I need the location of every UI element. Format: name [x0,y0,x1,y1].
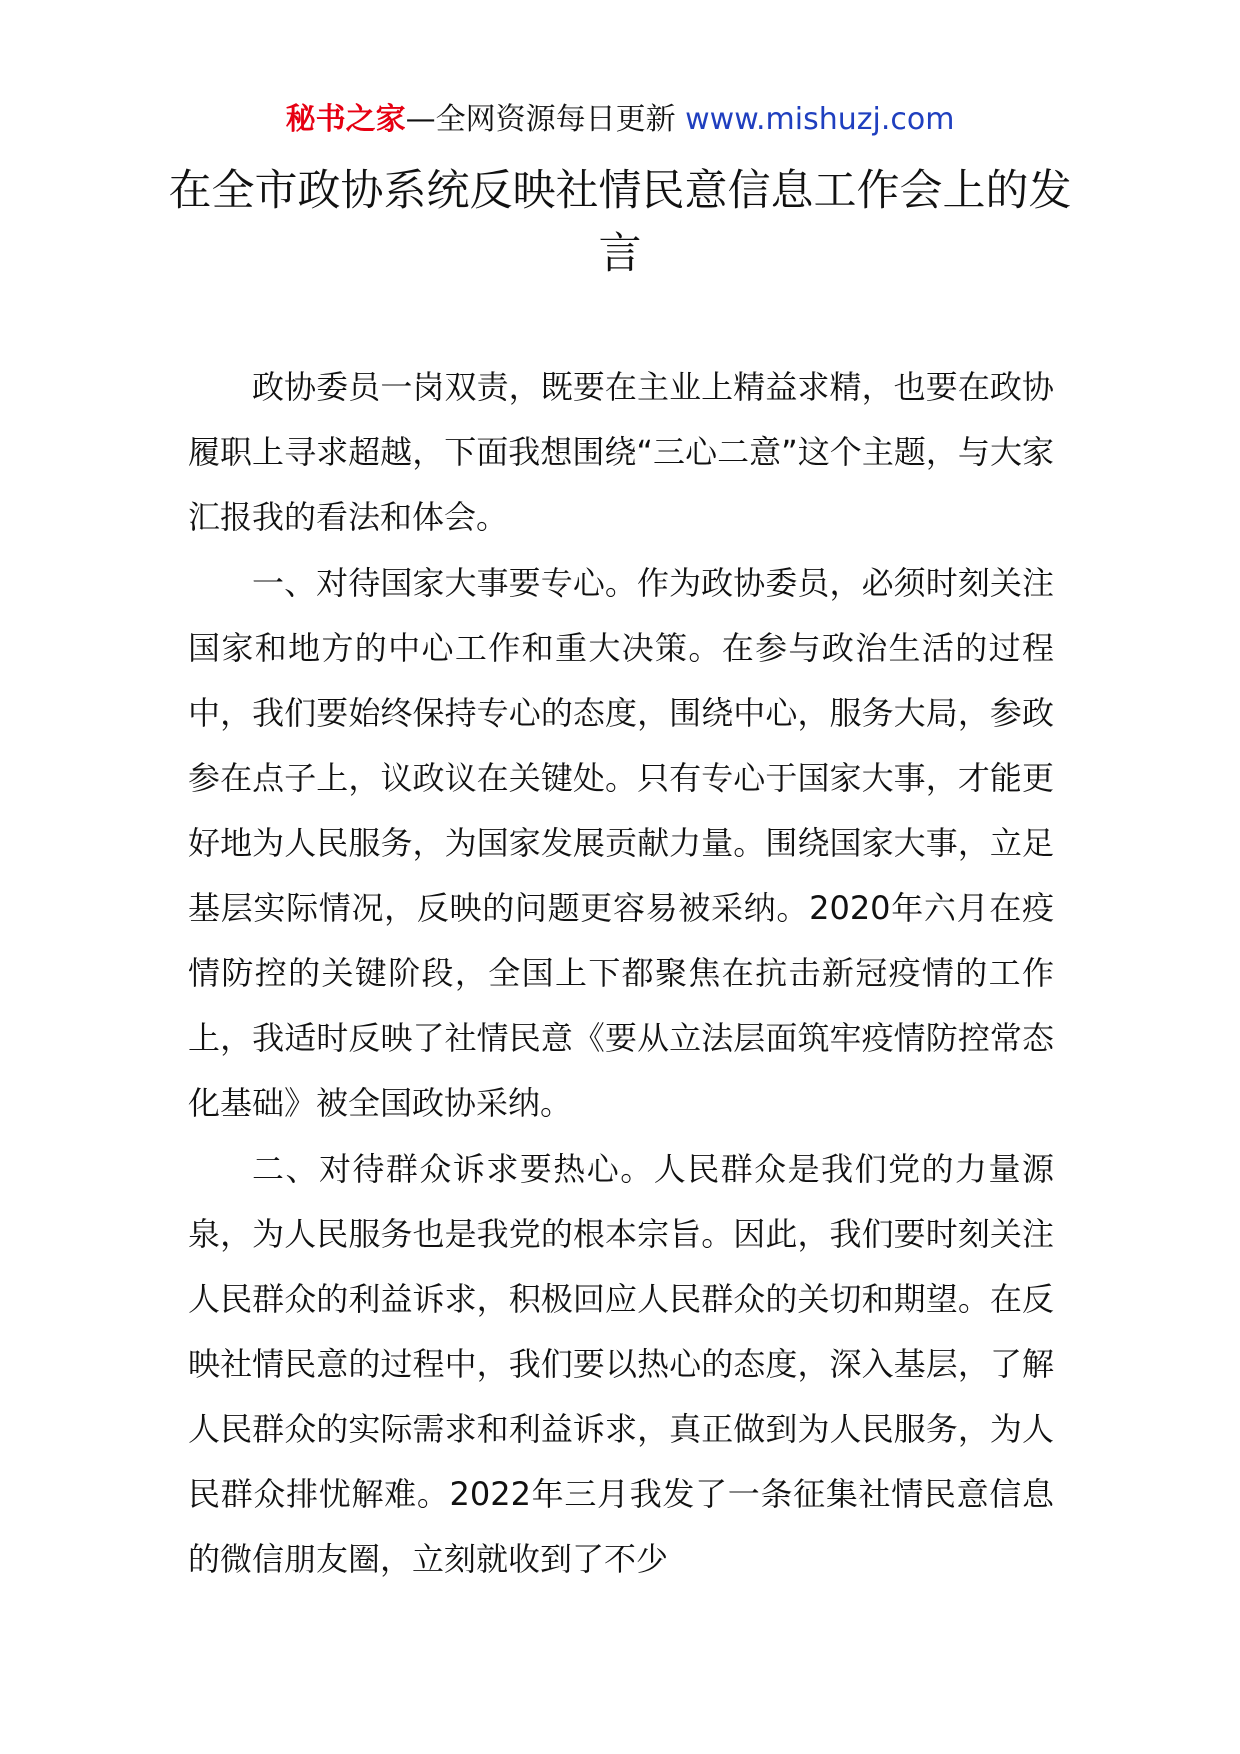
document-title: 在全市政协系统反映社情民意信息工作会上的发言 [168,166,1072,279]
brand-name: 秘书之家 [285,102,406,137]
site-url-link[interactable]: www.mishuzj.com [685,102,955,137]
paragraph-section-1: 一、对待国家大事要专心。作为政协委员，必须时刻关注国家和地方的中心工作和重大决策。在参与政治生活的过程中，我们要始终保持专心的态度，围绕中心，服务大局，参政参在点子上，议政议在关键处。只有专心于国家大事，才能更好地为人民服务，为国家发展贡献力量。围绕国家大事，立足基层实际情况，反映的问题更容易被采纳。2020年六月在疫情防控的关键阶段，全国上下都聚焦在抗击新冠疫情的工作上，我适时反映了社情民意《要从立法层面筑牢疫情防控常态化基础》被全国政协采纳。 [188,564,1054,1122]
document-body [188,355,1054,1593]
header-tagline: —全网资源每日更新 [405,102,676,137]
site-header [0,100,1240,140]
paragraph-section-2: 二、对待群众诉求要热心。人民群众是我们党的力量源泉，为人民服务也是我党的根本宗旨。因此，我们要时刻关注人民群众的利益诉求，积极回应人民群众的关切和期望。在反映社情民意的过程中，我们要以热心的态度，深入基层，了解人民群众的实际需求和利益诉求，真正做到为人民服务，为人民群众排忧解难。2022年三月我发了一条征集社情民意信息的微信朋友圈，立刻就收到了不少 [188,1150,1054,1578]
paragraph-intro: 政协委员一岗双责，既要在主业上精益求精，也要在政协履职上寻求超越，下面我想围绕“三心二意”这个主题，与大家汇报我的看法和体会。 [188,368,1054,536]
